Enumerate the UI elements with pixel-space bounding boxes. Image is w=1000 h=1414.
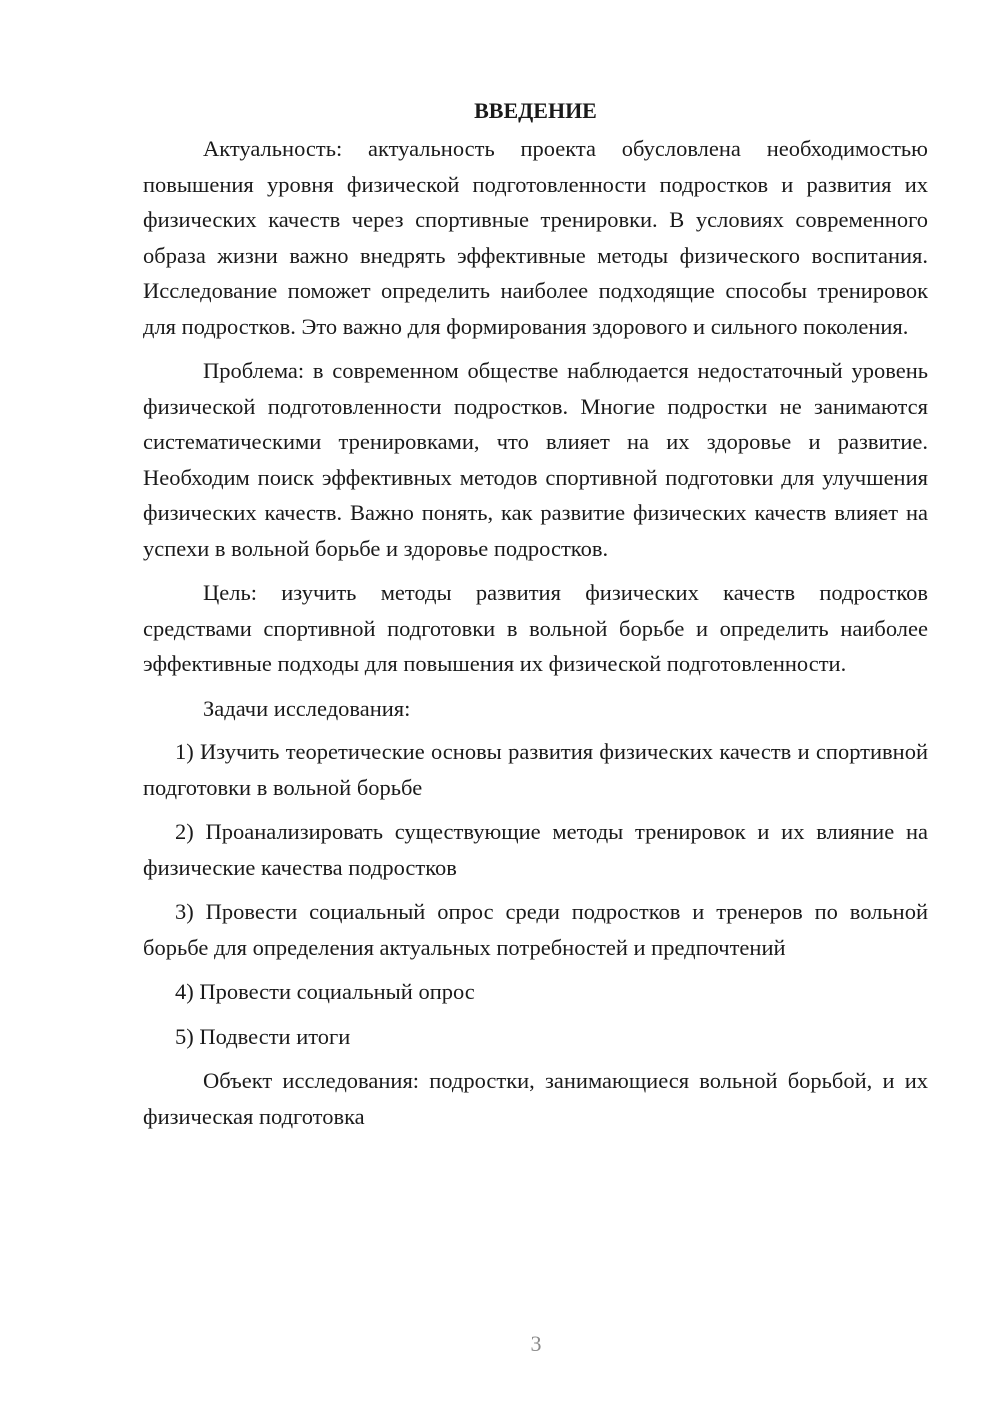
task-item-5: 5) Подвести итоги bbox=[175, 1023, 351, 1049]
paragraph-object: Объект исследования: подростки, занимающиеся вольной борьбой, и их физическая подготовка bbox=[143, 1068, 928, 1129]
paragraph-goal: Цель: изучить методы развития физических качеств подростков средствами спортивной подготовки в вольной борьбе и определить наиболее эффективные подходы для повышения их физической подготовленности. bbox=[143, 580, 928, 676]
page-number: 3 bbox=[530, 1331, 542, 1356]
section-title: ВВЕДЕНИЕ bbox=[474, 98, 597, 123]
task-item-4: 4) Провести социальный опрос bbox=[175, 979, 475, 1004]
paragraph-relevance: Актуальность: актуальность проекта обусловлена необходимостью повышения уровня физической подготовленности подростков и развития их физических качеств через спортивные тренировки. В условиях современного образа жизни важно внедрять эффективные методы физического воспитания. Исследование поможет определить наиболее подходящие способы тренировок для подростков. Это важно для формирования здорового и сильного поколения. bbox=[143, 136, 928, 339]
paragraph-problem: Проблема: в современном обществе наблюдается недостаточный уровень физической подготовленности подростков. Многие подростки не занимаются систематическими тренировками, что влияет на их здоровье и развитие. Необходим поиск эффективных методов спортивной подготовки для улучшения физических качеств. Важно понять, как развитие физических качеств влияет на успехи в вольной борьбе и здоровье подростков. bbox=[143, 358, 928, 561]
task-item-2: 2) Проанализировать существующие методы тренировок и их влияние на физические качества подростков bbox=[143, 819, 928, 880]
tasks-heading: Задачи исследования: bbox=[203, 695, 411, 721]
document-body bbox=[143, 92, 928, 1143]
task-item-1: 1) Изучить теоретические основы развития физических качеств и спортивной подготовки в вольной борьбе bbox=[143, 739, 928, 800]
task-item-3: 3) Провести социальный опрос среди подростков и тренеров по вольной борьбе для определения актуальных потребностей и предпочтений bbox=[143, 899, 928, 960]
